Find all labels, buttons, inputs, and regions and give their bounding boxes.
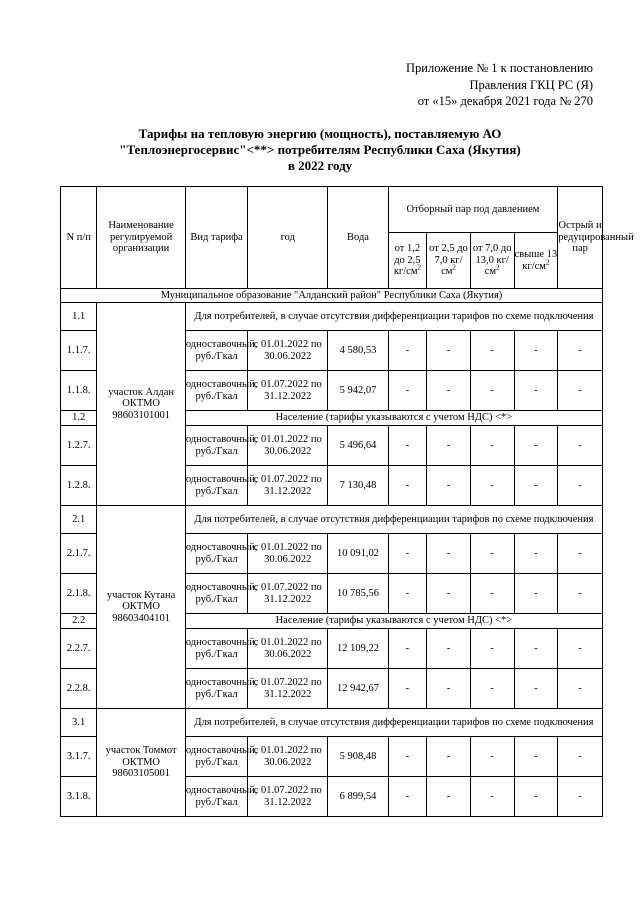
pressure-4-value: -	[514, 371, 558, 411]
tariff-period: с 01.01.2022 по 30.06.2022	[248, 426, 328, 466]
group-label: Для потребителей, в случае отсутствия дифференциации тарифов по схеме подключения	[185, 709, 602, 737]
organization-name: участок Томмот ОКТМО 98603105001	[97, 709, 185, 817]
header-num: N п/п	[61, 187, 97, 289]
header-pressure-4: свыше 13 $кг/см^2$	[514, 233, 558, 289]
pressure-2-value: -	[427, 331, 471, 371]
tariff-type: одноставочный, руб./Гкал	[185, 466, 247, 506]
pressure-3-value: -	[470, 331, 514, 371]
tariff-period: с 01.01.2022 по 30.06.2022	[248, 534, 328, 574]
header-sharp-steam: Острый и редуцированный пар	[558, 187, 603, 289]
pressure-3-value: -	[470, 574, 514, 614]
pressure-2-value: -	[427, 534, 471, 574]
tariff-period: с 01.07.2022 по 31.12.2022	[248, 669, 328, 709]
water-value: 12 942,67	[328, 669, 388, 709]
row-num: 1.2.8.	[61, 466, 97, 506]
group-label: Население (тарифы указываются с учетом НДС) <*>	[185, 614, 602, 629]
tariff-type: одноставочный, руб./Гкал	[185, 574, 247, 614]
row-num: 2.1.8.	[61, 574, 97, 614]
pressure-1-value: -	[388, 534, 426, 574]
pressure-4-value: -	[514, 426, 558, 466]
tariff-period: с 01.07.2022 по 31.12.2022	[248, 466, 328, 506]
pressure-3-value: -	[470, 777, 514, 817]
pressure-4-value: -	[514, 466, 558, 506]
sharp-steam-value: -	[558, 737, 603, 777]
tariff-type: одноставочный, руб./Гкал	[185, 331, 247, 371]
tariff-type: одноставочный, руб./Гкал	[185, 426, 247, 466]
group-num: 1.2	[61, 411, 97, 426]
tariff-type: одноставочный, руб./Гкал	[185, 669, 247, 709]
sharp-steam-value: -	[558, 629, 603, 669]
water-value: 5 942,07	[328, 371, 388, 411]
pressure-2-value: -	[427, 737, 471, 777]
header-pressure-2: от 2,5 до 7,0 $кг/см^2$	[427, 233, 471, 289]
water-value: 7 130,48	[328, 466, 388, 506]
organization-name: участок Алдан ОКТМО 98603101001	[97, 303, 185, 506]
annex-line-3: от «15» декабря 2021 года № 270	[417, 94, 593, 108]
document-title	[60, 126, 580, 174]
pressure-1-value: -	[388, 574, 426, 614]
group-label: Население (тарифы указываются с учетом НДС) <*>	[185, 411, 602, 426]
tariff-period: с 01.07.2022 по 31.12.2022	[248, 371, 328, 411]
group-header-row	[61, 506, 603, 534]
pressure-3-value: -	[470, 737, 514, 777]
group-label: Для потребителей, в случае отсутствия дифференциации тарифов по схеме подключения	[185, 303, 602, 331]
header-water: Вода	[328, 187, 388, 289]
sharp-steam-value: -	[558, 669, 603, 709]
water-value: 12 109,22	[328, 629, 388, 669]
pressure-3-value: -	[470, 669, 514, 709]
row-num: 1.2.7.	[61, 426, 97, 466]
row-num: 3.1.7.	[61, 737, 97, 777]
tariff-period: с 01.07.2022 по 31.12.2022	[248, 777, 328, 817]
pressure-3-value: -	[470, 534, 514, 574]
tariff-type: одноставочный, руб./Гкал	[185, 629, 247, 669]
pressure-1-value: -	[388, 426, 426, 466]
tariff-type: одноставочный, руб./Гкал	[185, 737, 247, 777]
group-num: 2.1	[61, 506, 97, 534]
header-org: Наименование регулируемой организации	[97, 187, 185, 289]
header-steam: Отборный пар под давлением	[388, 187, 558, 233]
pressure-1-value: -	[388, 777, 426, 817]
sharp-steam-value: -	[558, 777, 603, 817]
pressure-4-value: -	[514, 669, 558, 709]
row-num: 3.1.8.	[61, 777, 97, 817]
municipality-row: Муниципальное образование "Алданский район" Республики Саха (Якутия)	[61, 289, 603, 303]
row-num: 2.2.7.	[61, 629, 97, 669]
water-value: 10 091,02	[328, 534, 388, 574]
water-value: 10 785,56	[328, 574, 388, 614]
group-num: 3.1	[61, 709, 97, 737]
tariff-type: одноставочный, руб./Гкал	[185, 777, 247, 817]
pressure-1-value: -	[388, 371, 426, 411]
pressure-2-value: -	[427, 371, 471, 411]
tariff-period: с 01.01.2022 по 30.06.2022	[248, 737, 328, 777]
group-header-row	[61, 709, 603, 737]
pressure-3-value: -	[470, 629, 514, 669]
tariff-period: с 01.01.2022 по 30.06.2022	[248, 629, 328, 669]
tariff-type: одноставочный, руб./Гкал	[185, 371, 247, 411]
tariff-table	[60, 186, 634, 817]
title-line-1: Тарифы на тепловую энергию (мощность), поставляемую АО	[138, 126, 502, 141]
group-header-row	[61, 303, 603, 331]
sharp-steam-value: -	[558, 331, 603, 371]
pressure-2-value: -	[427, 629, 471, 669]
water-value: 5 908,48	[328, 737, 388, 777]
header-year: год	[248, 187, 328, 289]
sharp-steam-value: -	[558, 466, 603, 506]
pressure-4-value: -	[514, 331, 558, 371]
header-pressure-1: от 1,2 до 2,5 $кг/см^2$	[388, 233, 426, 289]
row-num: 1.1.7.	[61, 331, 97, 371]
pressure-1-value: -	[388, 466, 426, 506]
pressure-2-value: -	[427, 466, 471, 506]
pressure-2-value: -	[427, 574, 471, 614]
pressure-3-value: -	[470, 371, 514, 411]
tariff-period: с 01.01.2022 по 30.06.2022	[248, 331, 328, 371]
water-value: 4 580,53	[328, 331, 388, 371]
row-num: 1.1.8.	[61, 371, 97, 411]
group-label: Для потребителей, в случае отсутствия дифференциации тарифов по схеме подключения	[185, 506, 602, 534]
sharp-steam-value: -	[558, 371, 603, 411]
pressure-1-value: -	[388, 629, 426, 669]
pressure-1-value: -	[388, 669, 426, 709]
header-pressure-3: от 7,0 до 13,0 $кг/см^2$	[470, 233, 514, 289]
pressure-2-value: -	[427, 777, 471, 817]
title-line-2: "Теплоэнергосервис"<**> потребителям Республики Саха (Якутия)	[119, 142, 521, 157]
title-line-3: в 2022 году	[287, 158, 353, 173]
tariff-period: с 01.07.2022 по 31.12.2022	[248, 574, 328, 614]
annex-line-2: Правления ГКЦ РС (Я)	[469, 77, 593, 92]
pressure-2-value: -	[427, 426, 471, 466]
pressure-4-value: -	[514, 737, 558, 777]
row-num: 2.2.8.	[61, 669, 97, 709]
sharp-steam-value: -	[558, 574, 603, 614]
pressure-2-value: -	[427, 669, 471, 709]
group-num: 1.1	[61, 303, 97, 331]
tariff-type: одноставочный, руб./Гкал	[185, 534, 247, 574]
group-num: 2.2	[61, 614, 97, 629]
row-num: 2.1.7.	[61, 534, 97, 574]
organization-name: участок Кутана ОКТМО 98603404101	[97, 506, 185, 709]
water-value: 6 899,54	[328, 777, 388, 817]
sharp-steam-value: -	[558, 426, 603, 466]
pressure-1-value: -	[388, 737, 426, 777]
pressure-1-value: -	[388, 331, 426, 371]
pressure-4-value: -	[514, 574, 558, 614]
annex-reference	[406, 60, 593, 110]
pressure-4-value: -	[514, 629, 558, 669]
water-value: 5 496,64	[328, 426, 388, 466]
header-tariff-type: Вид тарифа	[185, 187, 247, 289]
pressure-3-value: -	[470, 466, 514, 506]
sharp-steam-value: -	[558, 534, 603, 574]
pressure-3-value: -	[470, 426, 514, 466]
pressure-4-value: -	[514, 534, 558, 574]
pressure-4-value: -	[514, 777, 558, 817]
annex-line-1: Приложение № 1 к постановлению	[406, 61, 593, 75]
